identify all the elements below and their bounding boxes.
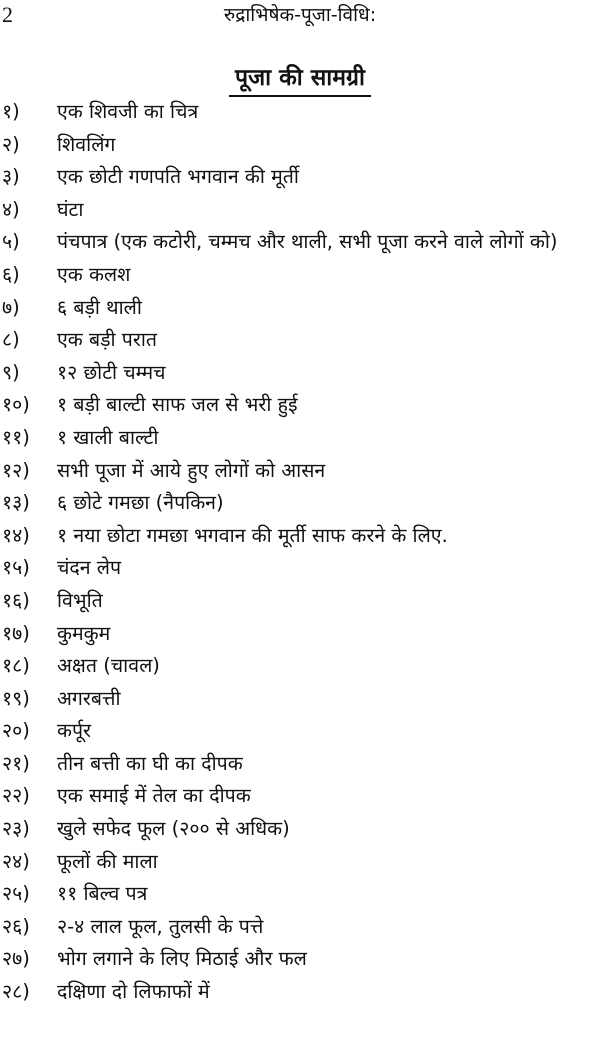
list-item	[0, 520, 600, 553]
list-item	[0, 650, 600, 683]
list-item	[0, 226, 600, 259]
list-item-number: १८)	[2, 654, 30, 678]
list-item-text: १२ छोटी चम्मच	[57, 360, 166, 384]
list-item-number: १६)	[2, 588, 30, 612]
list-item-text: विभूति	[57, 588, 103, 612]
list-item-text: १ खाली बाल्टी	[57, 425, 159, 449]
section-title-block	[0, 62, 600, 97]
list-item-number: २६)	[2, 914, 30, 938]
list-item-number: १५)	[2, 556, 30, 580]
list-item-text: घंटा	[57, 197, 84, 221]
list-item	[0, 585, 600, 618]
list-item-text: एक समाई में तेल का दीपक	[57, 784, 251, 808]
list-item	[0, 292, 600, 325]
list-item-text: फूलों की माला	[57, 849, 158, 873]
list-item-text: एक शिवजी का चित्र	[57, 100, 199, 123]
list-item-number: १)	[2, 100, 20, 123]
list-item	[0, 846, 600, 879]
list-item	[0, 780, 600, 813]
list-item-text: पंचपात्र (एक कटोरी, चम्मच और थाली, सभी पूजा करने वाले लोगों को)	[57, 230, 558, 254]
list-item-number: ६)	[2, 262, 20, 286]
list-item-number: २२)	[2, 784, 30, 808]
list-item-text: सभी पूजा में आये हुए लोगों को आसन	[57, 458, 326, 482]
list-item-number: २५)	[2, 882, 30, 906]
list-item-text: दक्षिणा दो लिफाफों में	[57, 980, 210, 1004]
list-item-text: एक कलश	[57, 262, 131, 286]
list-item-text: खुले सफेद फूल (२०० से अधिक)	[57, 817, 290, 841]
list-item	[0, 618, 600, 651]
list-item-number: २०)	[2, 719, 30, 743]
list-item	[0, 96, 600, 129]
list-item	[0, 455, 600, 488]
list-item-number: २३)	[2, 817, 30, 841]
list-item-number: १७)	[2, 621, 30, 645]
list-item-text: चंदन लेप	[57, 556, 122, 580]
list-item-text: अगरबत्ती	[57, 686, 121, 710]
materials-list	[0, 96, 600, 1009]
list-item-number: ९)	[2, 360, 20, 384]
list-item	[0, 357, 600, 390]
list-item-number: २७)	[2, 947, 30, 971]
list-item-text: कुमकुम	[57, 621, 111, 645]
list-item	[0, 943, 600, 976]
list-item-number: १३)	[2, 491, 30, 515]
list-item-number: ८)	[2, 328, 20, 352]
list-item-text: २-४ लाल फूल, तुलसी के पत्ते	[57, 914, 264, 938]
list-item-text: भोग लगाने के लिए मिठाई और फल	[57, 947, 307, 971]
list-item-text: ६ बड़ी थाली	[57, 295, 142, 319]
list-item-text: कर्पूर	[57, 719, 92, 743]
list-item-number: २)	[2, 132, 20, 156]
list-item-number: ३)	[2, 165, 20, 189]
list-item	[0, 194, 600, 227]
list-item-number: २४)	[2, 849, 30, 873]
list-item	[0, 976, 600, 1009]
list-item-text: एक बड़ी परात	[57, 328, 157, 352]
list-item-text: ११ बिल्व पत्र	[57, 882, 148, 906]
list-item-number: १२)	[2, 458, 30, 482]
page-number: 2	[2, 2, 13, 27]
list-item	[0, 422, 600, 455]
list-item	[0, 813, 600, 846]
list-item	[0, 552, 600, 585]
list-item-number: ५)	[2, 230, 20, 254]
list-item-number: १४)	[2, 523, 30, 547]
list-item-text: अक्षत (चावल)	[57, 654, 160, 678]
list-item	[0, 911, 600, 944]
list-item-number: २८)	[2, 980, 30, 1004]
page-header	[0, 0, 600, 34]
list-item-number: १९)	[2, 686, 30, 710]
list-item	[0, 683, 600, 716]
list-item-number: ११)	[2, 425, 30, 449]
section-title: पूजा की सामग्री	[229, 62, 371, 97]
list-item-text: शिवलिंग	[57, 132, 116, 156]
list-item-number: ४)	[2, 197, 20, 221]
list-item	[0, 878, 600, 911]
list-item	[0, 389, 600, 422]
running-title: रुद्राभिषेक-पूजा-विधि:	[223, 4, 377, 26]
list-item	[0, 715, 600, 748]
list-item-text: १ बड़ी बाल्टी साफ जल से भरी हुई	[57, 393, 298, 417]
list-item-text: १ नया छोटा गमछा भगवान की मूर्ती साफ करने के लिए.	[57, 523, 448, 547]
list-item	[0, 161, 600, 194]
list-item	[0, 129, 600, 162]
list-item	[0, 487, 600, 520]
list-item-number: २१)	[2, 751, 30, 775]
list-item-text: तीन बत्ती का घी का दीपक	[57, 751, 243, 775]
list-item-number: ७)	[2, 295, 20, 319]
list-item	[0, 324, 600, 357]
list-item-text: ६ छोटे गमछा (नैपकिन)	[57, 491, 224, 515]
list-item	[0, 259, 600, 292]
list-item-number: १०)	[2, 393, 30, 417]
list-item-text: एक छोटी गणपति भगवान की मूर्ती	[57, 165, 299, 189]
list-item	[0, 748, 600, 781]
